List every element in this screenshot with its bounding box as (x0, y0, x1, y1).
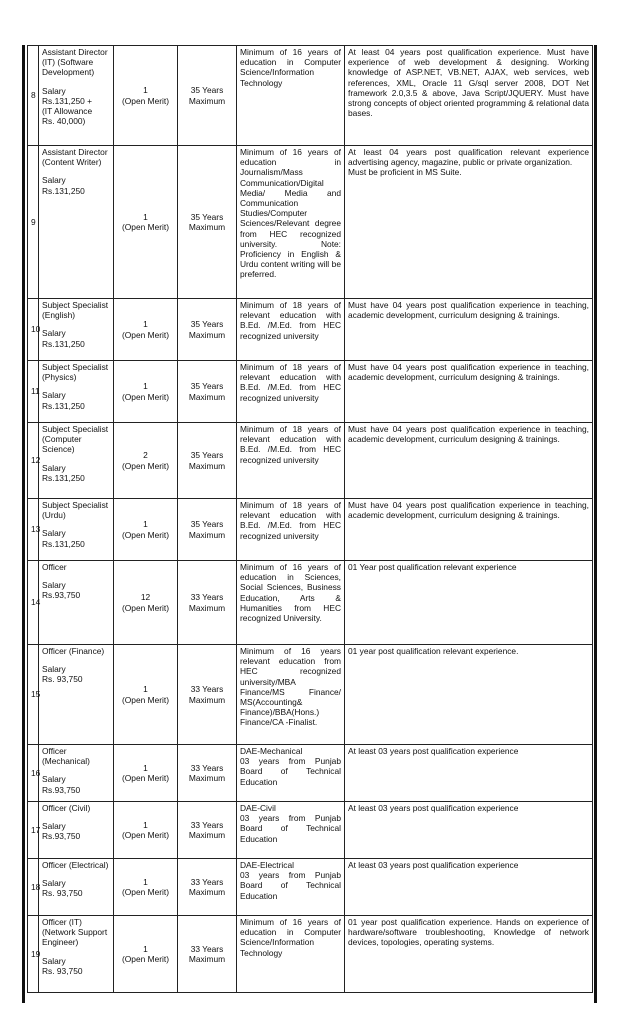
qualification-cell (237, 499, 345, 561)
positions-cell (114, 802, 178, 859)
table-row (28, 859, 593, 916)
qualification-text: DAE-Civil 03 years from Punjab Board of Technical Education (240, 803, 341, 844)
age-limit-cell (178, 146, 237, 299)
experience-text: 01 year post qualification relevant experience. (348, 646, 519, 656)
positions-cell (114, 423, 178, 499)
experience-text: At least 03 years post qualification experience (348, 803, 519, 813)
positions-count: 1 (Open Merit) (121, 381, 169, 402)
experience-text: Must have 04 years post qualification experience in teaching, academic development, curriculum designing & trainings. (348, 500, 589, 521)
age-limit-cell (178, 46, 237, 146)
post-title: Subject Specialist (English) (42, 300, 109, 321)
positions-cell (114, 299, 178, 361)
job-vacancies-table (27, 45, 593, 993)
serial-number: 8 (31, 90, 36, 101)
positions-count: 1 (Open Merit) (121, 943, 169, 964)
experience-cell (345, 916, 593, 993)
experience-cell (345, 561, 593, 645)
serial-number: 18 (31, 881, 41, 892)
table-row (28, 146, 593, 299)
serial-number-cell (28, 645, 39, 745)
serial-number-cell (28, 916, 39, 993)
qualification-text: DAE-Mechanical 03 years from Punjab Board of Technical Education (240, 746, 341, 787)
spacer (42, 948, 110, 956)
post-cell (39, 361, 114, 423)
table-row (28, 802, 593, 859)
spacer (42, 870, 110, 878)
serial-number: 12 (31, 455, 41, 466)
post-cell (39, 859, 114, 916)
experience-text: 01 year post qualification experience. Hands on experience of hardware/software troubleshooting, Knowledge of network devices, topologies, operating systems. (348, 917, 589, 948)
age-limit: 35 Years Maximum (188, 381, 226, 402)
experience-text: 01 Year post qualification relevant experience (348, 562, 517, 572)
qualification-text: Minimum of 18 years of relevant education with B.Ed. /M.Ed. from HEC recognized university (240, 362, 341, 403)
post-salary: Salary Rs.131,250 (42, 528, 85, 549)
post-salary: Salary Rs. 93,750 (42, 878, 83, 899)
positions-count: 1 (Open Merit) (121, 819, 169, 840)
spacer (42, 766, 110, 774)
positions-count: 1 (Open Merit) (121, 684, 169, 705)
qualification-text: DAE-Electrical 03 years from Punjab Board of Technical Education (240, 860, 341, 901)
table-row (28, 645, 593, 745)
qualification-cell (237, 46, 345, 146)
qualification-cell (237, 423, 345, 499)
experience-cell (345, 802, 593, 859)
spacer (42, 813, 110, 821)
serial-number-cell (28, 146, 39, 299)
positions-cell (114, 46, 178, 146)
post-title: Assistant Director (IT) (Software Development) (42, 47, 108, 78)
post-title: Officer (Electrical) (42, 860, 109, 870)
serial-number: 16 (31, 767, 41, 778)
positions-cell (114, 645, 178, 745)
qualification-cell (237, 916, 345, 993)
age-limit: 33 Years Maximum (188, 819, 226, 840)
spacer (42, 455, 110, 463)
serial-number-cell (28, 745, 39, 802)
spacer (42, 520, 110, 528)
post-cell (39, 146, 114, 299)
qualification-text: Minimum of 16 years relevant education from HEC recognized university/MBA Finance/MS Finance/ MS(Accounting& Finance)/BBA(Hons.) Finance/CA -Finalist. (240, 646, 341, 728)
serial-number: 19 (31, 948, 41, 959)
experience-text: Must have 04 years post qualification experience in teaching, academic development, curriculum designing & trainings. (348, 362, 589, 383)
post-cell (39, 802, 114, 859)
experience-cell (345, 46, 593, 146)
table-row (28, 46, 593, 146)
post-cell (39, 299, 114, 361)
age-limit: 35 Years Maximum (188, 519, 226, 540)
experience-text: Must have 04 years post qualification experience in teaching, academic development, curriculum designing & trainings. (348, 300, 589, 321)
serial-number-cell (28, 46, 39, 146)
post-title: Officer (Mechanical) (42, 746, 90, 767)
spacer (42, 167, 110, 175)
positions-cell (114, 745, 178, 802)
post-cell (39, 499, 114, 561)
serial-number-cell (28, 802, 39, 859)
post-salary: Salary Rs.93,750 (42, 774, 81, 795)
post-salary: Salary Rs.131,250 (42, 390, 85, 411)
left-border-bar (22, 45, 25, 1003)
positions-cell (114, 916, 178, 993)
age-limit: 35 Years Maximum (188, 85, 226, 106)
age-limit: 35 Years Maximum (188, 211, 226, 232)
qualification-cell (237, 299, 345, 361)
post-salary: Salary Rs.131,250 (42, 462, 85, 483)
qualification-cell (237, 802, 345, 859)
serial-number: 13 (31, 524, 41, 535)
experience-cell (345, 361, 593, 423)
age-limit-cell (178, 645, 237, 745)
post-salary: Salary Rs. 93,750 (42, 664, 83, 685)
post-cell (39, 916, 114, 993)
serial-number-cell (28, 423, 39, 499)
positions-count: 1 (Open Merit) (121, 762, 169, 783)
post-title: Officer (IT) (Network Support Engineer) (42, 917, 108, 948)
qualification-text: Minimum of 16 years of education in Computer Science/Information Technology (240, 917, 341, 958)
positions-count: 1 (Open Merit) (121, 319, 169, 340)
post-cell (39, 745, 114, 802)
positions-cell (114, 146, 178, 299)
qualification-cell (237, 361, 345, 423)
table-row (28, 423, 593, 499)
age-limit-cell (178, 423, 237, 499)
post-title: Assistant Director (Content Writer) (42, 147, 108, 168)
experience-text: At least 04 years post qualification experience. Must have experience of web development & designing. Working knowledge of ASP.NET, VB.NET, AJAX, web services, web references, XML, Oracle 11 G/sql server 2008, DOT Net framework 2.0,3.5 & above, Java Script/JQUERY. Must have strong concepts of object oriented programming & relational data bases. (348, 47, 589, 119)
positions-cell (114, 859, 178, 916)
post-salary: Salary Rs.93,750 (42, 821, 81, 842)
post-title: Officer (42, 562, 67, 572)
post-title: Officer (Finance) (42, 646, 105, 656)
right-border-bar (594, 45, 597, 1003)
positions-count: 1 (Open Merit) (121, 211, 169, 232)
spacer (42, 78, 110, 86)
age-limit: 33 Years Maximum (188, 762, 226, 783)
age-limit: 33 Years Maximum (188, 876, 226, 897)
qualification-text: Minimum of 18 years of relevant education with B.Ed. /M.Ed. from HEC recognized university (240, 300, 341, 341)
age-limit-cell (178, 499, 237, 561)
experience-text: At least 04 years post qualification relevant experience advertising agency, magazine, public or private organization. Must be proficient in MS Suite. (348, 147, 589, 178)
age-limit-cell (178, 561, 237, 645)
spacer (42, 656, 110, 664)
age-limit-cell (178, 859, 237, 916)
experience-text: At least 03 years post qualification experience (348, 746, 519, 756)
serial-number: 15 (31, 689, 41, 700)
age-limit: 33 Years Maximum (188, 684, 226, 705)
serial-number: 11 (31, 386, 40, 397)
experience-cell (345, 645, 593, 745)
serial-number-cell (28, 299, 39, 361)
serial-number: 17 (31, 824, 41, 835)
age-limit-cell (178, 802, 237, 859)
qualification-text: Minimum of 16 years of education in Journalism/Mass Communication/Digital Media/ Media and Communication Studies/Computer Sciences/Relevant degree from HEC recognized university. Note: Proficiency in English & Urdu content writing will be preferred. (240, 147, 341, 280)
positions-count: 12 (Open Merit) (121, 592, 169, 613)
experience-text: Must have 04 years post qualification experience in teaching, academic development, curriculum designing & trainings. (348, 424, 589, 445)
experience-cell (345, 859, 593, 916)
qualification-text: Minimum of 18 years of relevant education with B.Ed. /M.Ed. from HEC recognized university (240, 424, 341, 465)
post-salary: Salary Rs.93,750 (42, 580, 81, 601)
positions-count: 1 (Open Merit) (121, 519, 169, 540)
positions-count: 1 (Open Merit) (121, 85, 169, 106)
age-limit-cell (178, 916, 237, 993)
post-salary: Salary Rs.131,250 (42, 328, 85, 349)
positions-count: 1 (Open Merit) (121, 876, 169, 897)
positions-count: 2 (Open Merit) (121, 450, 169, 471)
post-title: Subject Specialist (Computer Science) (42, 424, 109, 455)
table-row (28, 561, 593, 645)
qualification-cell (237, 561, 345, 645)
serial-number: 10 (31, 324, 41, 335)
table-row (28, 745, 593, 802)
serial-number-cell (28, 561, 39, 645)
qualification-text: Minimum of 16 years of education in Sciences, Social Sciences, Business Education, Arts & Humanities from HEC recognized University. (240, 562, 341, 624)
post-cell (39, 423, 114, 499)
experience-cell (345, 423, 593, 499)
spacer (42, 572, 110, 580)
experience-cell (345, 499, 593, 561)
post-title: Officer (Civil) (42, 803, 91, 813)
spacer (42, 320, 110, 328)
post-cell (39, 46, 114, 146)
post-cell (39, 645, 114, 745)
post-cell (39, 561, 114, 645)
table-body (28, 46, 593, 993)
post-salary: Salary Rs.131,250 + (IT Allowance Rs. 40,000) (42, 85, 93, 127)
post-title: Subject Specialist (Urdu) (42, 500, 109, 521)
table-row (28, 361, 593, 423)
qualification-cell (237, 859, 345, 916)
positions-cell (114, 561, 178, 645)
qualification-text: Minimum of 16 years of education in Computer Science/Information Technology (240, 47, 341, 88)
table-row (28, 299, 593, 361)
table-row (28, 916, 593, 993)
age-limit: 33 Years Maximum (188, 943, 226, 964)
experience-cell (345, 299, 593, 361)
experience-cell (345, 745, 593, 802)
serial-number-cell (28, 361, 39, 423)
post-title: Subject Specialist (Physics) (42, 362, 109, 383)
age-limit-cell (178, 299, 237, 361)
positions-cell (114, 361, 178, 423)
qualification-text: Minimum of 18 years of relevant education with B.Ed. /M.Ed. from HEC recognized university (240, 500, 341, 541)
post-salary: Salary Rs. 93,750 (42, 955, 83, 976)
experience-cell (345, 146, 593, 299)
age-limit-cell (178, 745, 237, 802)
experience-text: At least 03 years post qualification experience (348, 860, 519, 870)
qualification-cell (237, 745, 345, 802)
serial-number-cell (28, 499, 39, 561)
age-limit: 35 Years Maximum (188, 319, 226, 340)
table-row (28, 499, 593, 561)
serial-number: 9 (31, 216, 36, 227)
post-salary: Salary Rs.131,250 (42, 175, 85, 196)
serial-number-cell (28, 859, 39, 916)
age-limit-cell (178, 361, 237, 423)
positions-cell (114, 499, 178, 561)
qualification-cell (237, 146, 345, 299)
qualification-cell (237, 645, 345, 745)
spacer (42, 382, 110, 390)
age-limit: 35 Years Maximum (188, 450, 226, 471)
serial-number: 14 (31, 597, 41, 608)
age-limit: 33 Years Maximum (188, 592, 226, 613)
